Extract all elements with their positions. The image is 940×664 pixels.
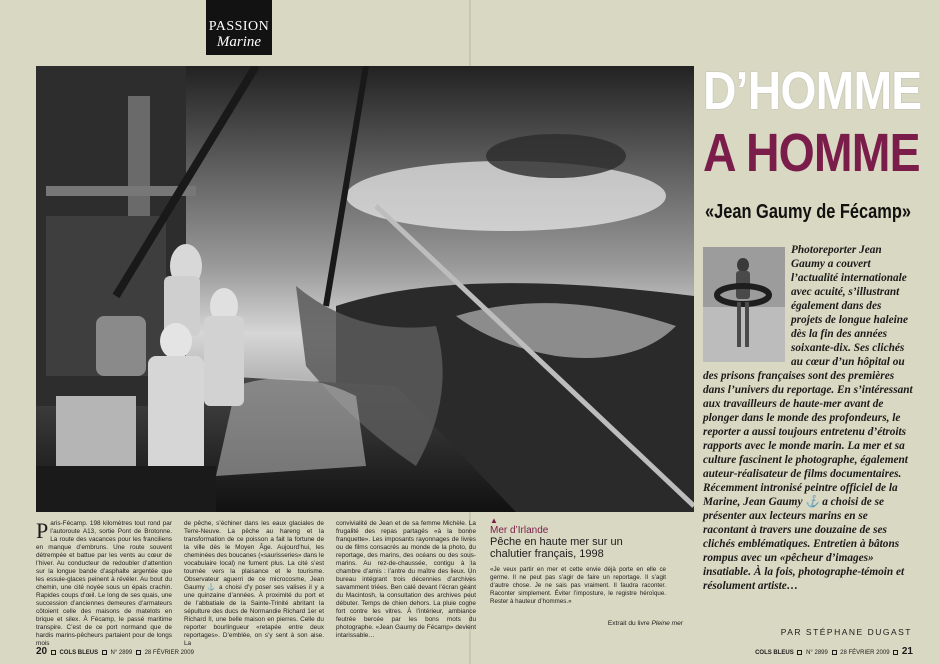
main-photograph xyxy=(36,66,694,512)
drop-cap: P xyxy=(36,518,49,543)
credit-book-title: Pleine mer xyxy=(651,620,683,627)
body-column-3: convivialité de Jean et de sa femme Michèle. La frugalité des repas partagés «à la bonne franquette». Les imposants rayonnages de livres ou de films consacrés au monde de la photo, du reportage, des marins, des océans ou des sous-marins. Au rez-de-chaussée, contigu à la chambre d’amis : l’antre du maître des lieux. Un bureau intégrant trois décennies d’archives savamment triées. Ben calé devant l’écran géant du Macintosh, la consultation des archives peut débuter. Temps de chien dehors. La pluie cogne fort contre les vitres. À l’intérieur, ambiance feutrée bercée par les bons mots du photographe. «Jean Gaumy de Fécamp» devient intarissable… xyxy=(336,520,476,639)
square-icon xyxy=(136,650,141,655)
intro-text: Photoreporter Jean Gaumy a couvert l’actualité internationale avec acuité, s’illustrant également dans des projets de longue haleine dès la fin des années soixante-dix. Ses clichés au cœur d’un hôpital ou des prisons françaises sont des premières dans l’univers du reportage. En s’intéressant aux travailleurs de haute-mer avant de plonger dans le monde des profondeurs, le reporter a aussi toujours entretenu d’étroits rapports avec le monde marin. La mer et sa culture fascinent le photographe, également auteur-réalisateur de films documentaires. Récemment intronisé peintre officiel de la Marine, Jean Gaumy ⚓ a choisi de se présenter aux lecteurs marins en se racontant à travers une douzaine de ses clichés emblématiques. Entretien à bâtons rompus avec un «pêcheur d’images» insatiable. À la fois, photographe-témoin et résolument artiste… xyxy=(703,244,913,592)
footer-right-magazine: COLS BLEUS xyxy=(755,650,794,656)
footer-left-date: 28 FÉVRIER 2009 xyxy=(144,650,194,656)
square-icon xyxy=(797,650,802,655)
footer-right-issue: N° 2899 xyxy=(806,650,828,656)
body-column-1 xyxy=(36,520,172,648)
caption-title: Mer d’Irlande xyxy=(490,525,549,536)
headline-line-1: D’HOMME xyxy=(703,61,922,121)
headline-line-2: A HOMME xyxy=(703,123,920,183)
page-number-right: 21 xyxy=(901,646,913,657)
byline: PAR STÉPHANE DUGAST xyxy=(780,627,912,637)
page-number-left: 20 xyxy=(36,646,48,657)
square-icon xyxy=(51,650,56,655)
square-icon xyxy=(102,650,107,655)
footer-right-date: 28 FÉVRIER 2009 xyxy=(840,650,890,656)
caption-subtitle: Pêche en haute mer sur un chalutier français, 1998 xyxy=(490,536,623,560)
footer-left-issue: N° 2899 xyxy=(110,650,133,656)
caption-arrow-icon: ▲ xyxy=(490,516,498,525)
footer-left-magazine: COLS BLEUS xyxy=(59,650,99,656)
footer-left xyxy=(36,646,194,658)
body-column-1-text: aris-Fécamp. 198 kilomètres tout rond par l’autoroute A13, sortie Pont de Brotonne. La route des vacances pour les franciliens en manque d’embruns. Une route souvent détrempée et battue par les vents au cœur de l’hiver. Au conducteur de redoubler d’attention sur la longue bande d’asphalte argentée que les essuie-glaces peinent à révéler. Au bout du chemin, une cité noyée sous un épais crachin. Rapides coups d’œil. Le long de ses quais, une succession d’anciennes demeures d’armateurs côtoient celle des maisons de matelots en brique et silex. À Fécamp, le passé maritime transpire. C’est de ce port normand que de hardis marins-pêcheurs partaient pour de longs mois xyxy=(36,520,172,647)
photo-caption xyxy=(490,517,680,560)
credit-prefix: Extrait du livre xyxy=(607,620,650,627)
footer-right xyxy=(755,646,913,658)
intro-paragraph xyxy=(703,243,913,593)
square-icon xyxy=(832,650,837,655)
caption-credit xyxy=(555,620,683,627)
caption-quote: «Je veux partir en mer et cette envie déjà porte en elle ce germe. Il ne peut pas s’agir de faire un reportage. Il s’agit d’autre chose. Je ne sais pas vraiment. Il faudra raconter. Raconter simplement. Éviter l’imposture, le registre héroïque. Rester à hauteur d’hommes.» xyxy=(490,566,666,605)
square-icon xyxy=(893,650,898,655)
rubric-line-1: PASSION xyxy=(208,19,270,34)
portrait-float-spacer xyxy=(703,243,791,365)
section-rubric xyxy=(206,0,272,55)
headline-subtitle: «Jean Gaumy de Fécamp» xyxy=(705,201,912,223)
body-column-2: de pêche, s’échiner dans les eaux glaciales de Terre-Neuve. La pêche au hareng et la transformation de ce poisson a fait la fortune de la ville dès le Moyen Âge. Aujourd’hui, les cheminées des boucanes («saurisseries» dans le vocabulaire local) ne fument plus. La cité s’est tournée vers la plaisance et le tourisme. Observateur aguerri de ce microcosme, Jean Gaumy ⚓ a choisi d’y poser ses valises il y a une quinzaine d’années. À proximité du port et de l’abbatiale de la Sainte-Trinité abritant la sépulture des ducs de Normandie Richard 1er et Richard II, une belle maison en pierres. Celle du reporter bourlingueur «retapée entre deux reportages». D’emblée, on s’y sent à son aise. La xyxy=(184,520,324,647)
rubric-line-2: Marine xyxy=(216,34,262,50)
